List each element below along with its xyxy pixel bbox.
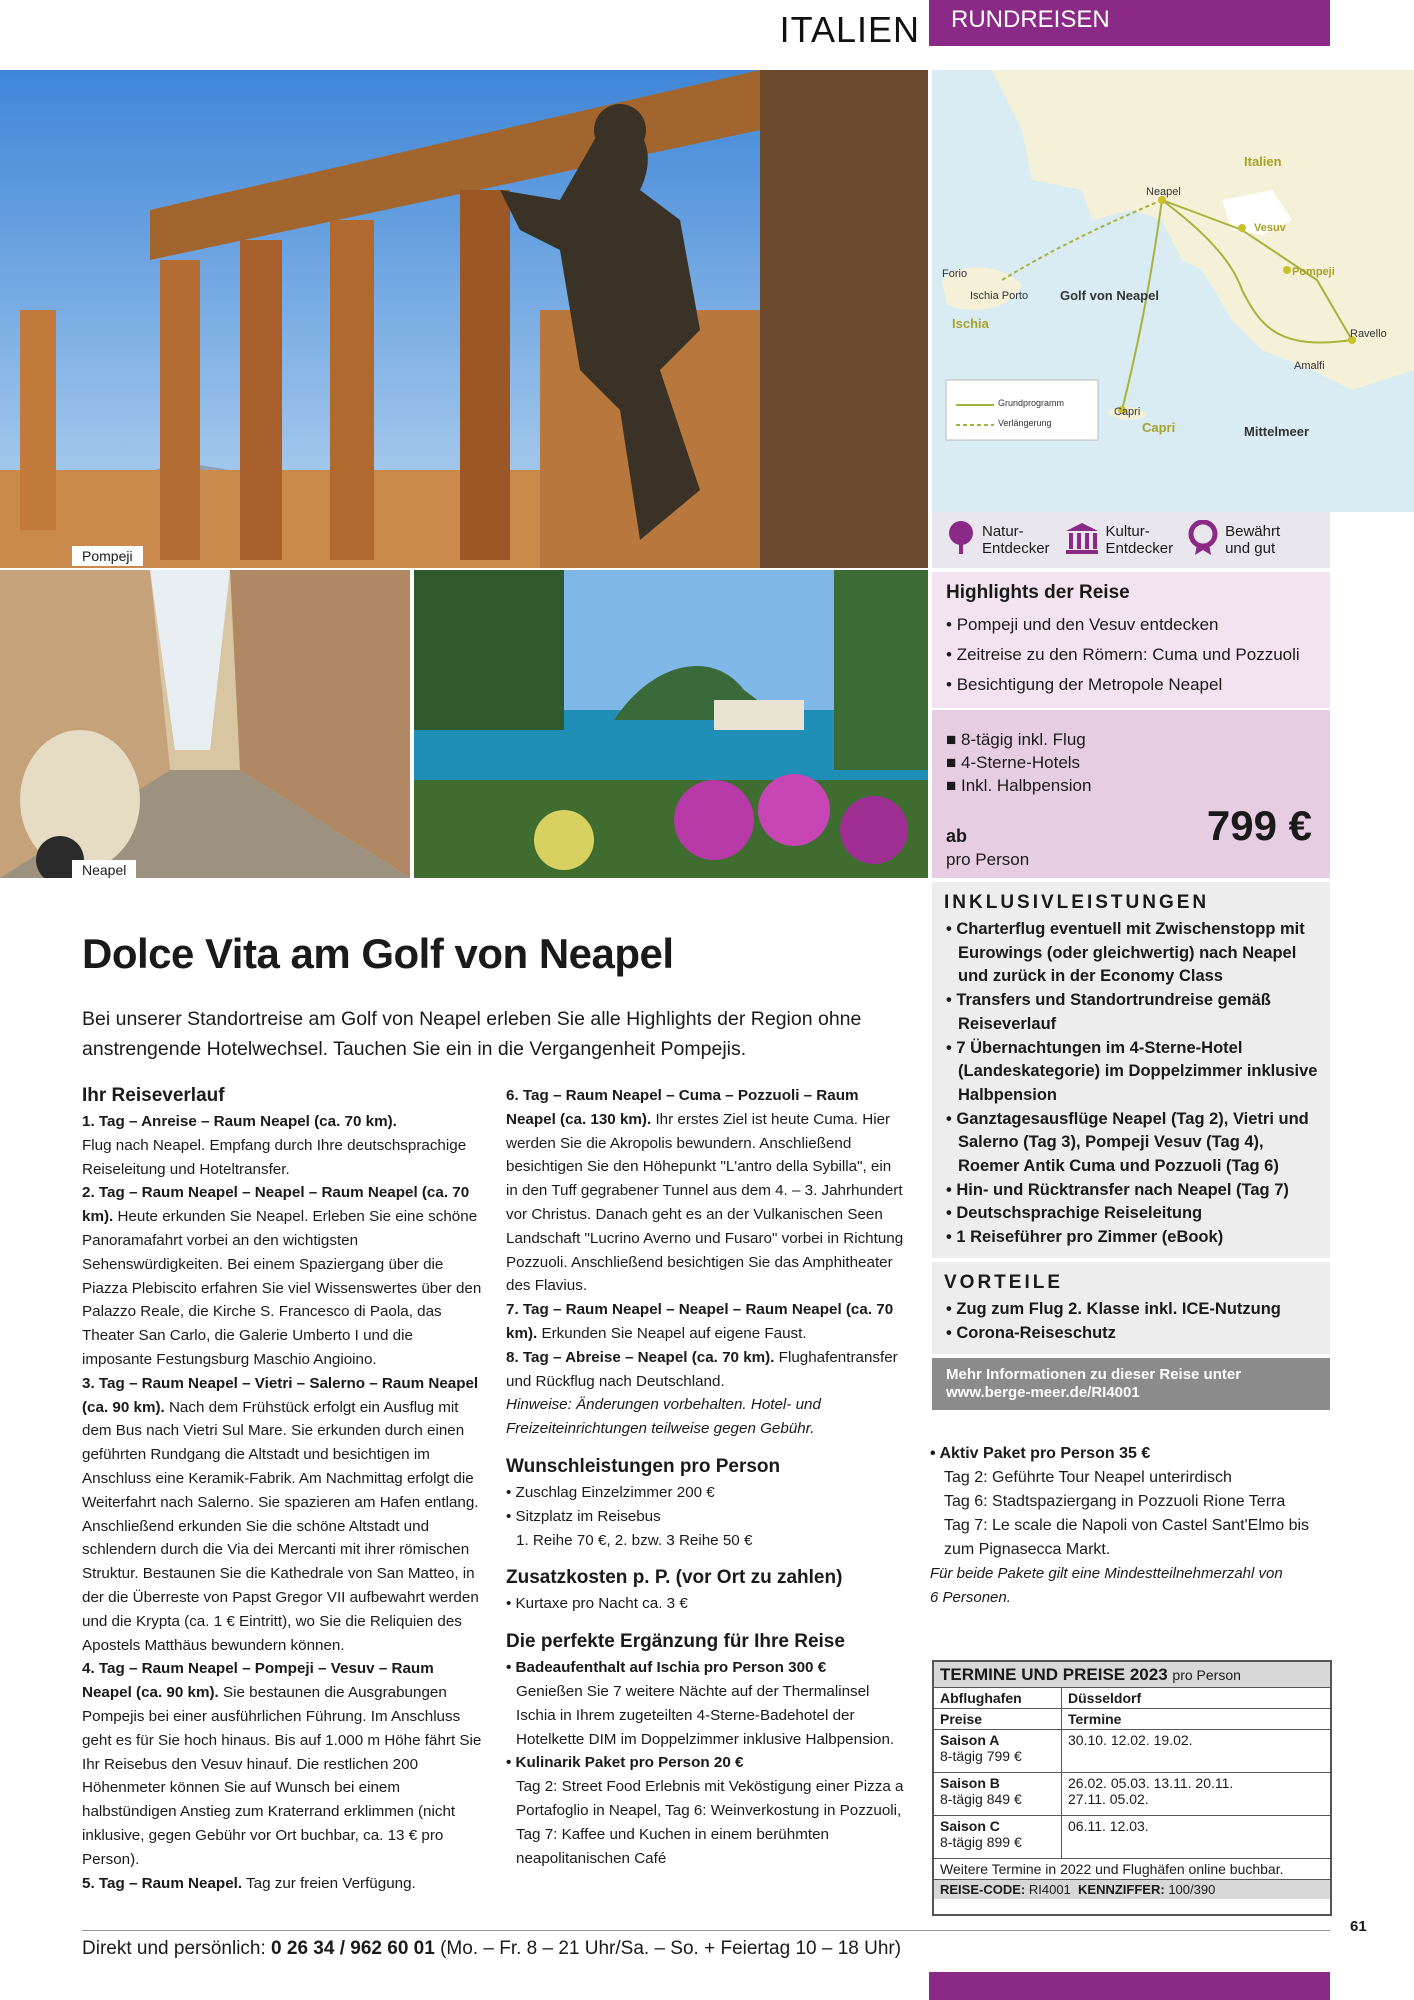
code-value: RI4001 (1028, 1882, 1071, 1897)
pompeji-photo (0, 70, 928, 568)
paket-heading: Kulinarik Paket pro Person 20 € (515, 1754, 744, 1772)
highlights-box (932, 572, 1330, 708)
season-name: Saison B (940, 1775, 1000, 1791)
temple-icon (1064, 521, 1100, 559)
wunsch-text: Sitzplatz im Reisebus (515, 1507, 661, 1525)
wunsch-text: Zuschlag Einzelzimmer 200 € (515, 1483, 715, 1501)
paket-heading: Badeaufenthalt auf Ischia pro Person 300 € (515, 1659, 827, 1677)
highlight-item: • Besichtigung der Metropole Neapel (946, 675, 1223, 694)
season-dates: 26.02. 05.03. 13.11. 20.11. (1068, 1775, 1234, 1791)
zusatz-text: Kurtaxe pro Nacht ca. 3 € (515, 1595, 688, 1613)
kz-label: KENNZIFFER: (1078, 1882, 1165, 1897)
bottom-bar (929, 1972, 1330, 2000)
footer-divider (82, 1930, 1330, 1931)
day-text: Flughafentransfer und Rückflug nach Deutschland. (506, 1348, 898, 1390)
inklusiv-text: 7 Übernachtungen im 4-Sterne-Hotel (Landeskategorie) im Doppelzimmer inklusive Halbpension (956, 1038, 1318, 1104)
feature-text: Inkl. Halbpension (961, 776, 1092, 795)
neapel-photo (0, 570, 410, 878)
table-row (934, 1859, 1330, 1880)
category-bar: RUNDREISEN (929, 0, 1330, 46)
day-text: Heute erkunden Sie Neapel. Erleben Sie eine schöne Panoramafahrt vorbei an den wichtigsten Sehenswürdigkeiten. Bei einem Spaziergang über die Piazza Plebiscito erfahren Sie viel Wissenswertes über den Palazzo Reale, die Kirche S. Francesco di Paola, das Theater San Carlo, die Galerie Umberto I und die imposante Festungsburg Maschio Angioino. (82, 1208, 482, 1368)
day-text: Sie bestaunen die Ausgrabungen Pompejis bei einer ausführlichen Führung. Im Anschluss geht es für Sie hoch hinaus. Bis auf 1.000 m Höhe fährt Sie Ihr Reisebus den Vesuv hinauf. Die restlichen 200 Höhenmeter können Sie auf Wunsch bei einem halbstündigen Anstieg zum Kraterrand erklimmen (nicht inklusive, gegen Gebühr vor Ort buchbar, ca. 13 € pro Person). (82, 1684, 482, 1868)
day-text: Flug nach Neapel. Empfang durch Ihre deutschsprachige Reiseleitung und Hoteltransfer. (82, 1136, 467, 1178)
map-label-vesuv: Vesuv (1254, 222, 1286, 234)
more-info-text: Mehr Informationen zu dieser Reise unter (946, 1366, 1242, 1383)
season-dates: 30.10. 12.02. 19.02. (1068, 1732, 1193, 1748)
highlights-title: Highlights der Reise (946, 582, 1130, 603)
table-row (934, 1816, 1330, 1859)
day-text: Ihr erstes Ziel ist heute Cuma. Hier werden Sie die Akropolis bewundern. Anschließend besichtigen Sie den Höhepunkt "L'antro della Sybilla", ein in den Tuff gegrabener Tunnel aus dem 4. – 3. Jahrhundert vor Christus. Danach geht es an der Vulkanischen Seen Landschaft "Lucrino Averno und Fusaro" vorbei in Richtung Pozzuoli. Anschließend besichtigen Sie das Amphitheater des Flavius. (506, 1110, 904, 1295)
price-amount: 799 € (1206, 802, 1312, 849)
day-heading: 1. Tag – Anreise – Raum Neapel (ca. 70 km). (82, 1113, 397, 1130)
vorteile-title: VORTEILE (944, 1272, 1064, 1293)
price-per-person: pro Person (946, 850, 1030, 869)
map-label-ravello: Ravello (1350, 328, 1387, 340)
inklusiv-text: Ganztagesausflüge Neapel (Tag 2), Vietri und Salerno (Tag 3), Pompeji Vesuv (Tag 4), Roemer Antik Cuma und Pozzuoli (Tag 6) (956, 1109, 1309, 1176)
footer-prefix: Direkt und persönlich: (82, 1938, 266, 1959)
inklusiv-item: • Ganztagesausflüge Neapel (Tag 2), Vietri und Salerno (Tag 3), Pompeji Vesuv (Tag 4), Roemer Antik Cuma und Pozzuoli (Tag 6) (946, 1109, 1309, 1176)
season-name: Saison A (940, 1732, 1000, 1748)
itinerary-title: Ihr Reiseverlauf (82, 1085, 225, 1106)
wunsch-item: • Sitzplatz im Reisebus (506, 1507, 661, 1525)
ergaenzung-title: Die perfekte Ergänzung für Ihre Reise (506, 1631, 845, 1653)
aktiv-line: Tag 2: Geführte Tour Neapel unterirdisch (944, 1469, 1232, 1486)
day-text: Erkunden Sie Neapel auf eigene Faust. (541, 1324, 807, 1342)
feature-item: ■ Inkl. Halbpension (946, 776, 1092, 795)
map-label-capri-town: Capri (1114, 406, 1141, 418)
wunsch-title: Wunschleistungen pro Person (506, 1455, 781, 1477)
season-dates-2: 27.11. 05.02. (1068, 1791, 1149, 1807)
day-text: Tag zur freien Verfügung. (246, 1874, 416, 1892)
badge-natur-l1: Natur- (982, 523, 1024, 540)
inklusiv-box (932, 882, 1330, 1258)
footer-phone[interactable]: 0 26 34 / 962 60 01 (271, 1938, 435, 1959)
season-price: 8-tägig 799 € (940, 1748, 1022, 1764)
day-heading: 4. Tag – Raum Neapel – Pompeji – Vesuv – Raum Neapel (ca. 90 km). (82, 1660, 434, 1702)
inklusiv-text: Deutschsprachige Reiseleitung (956, 1204, 1203, 1223)
termine-table (932, 1660, 1332, 1916)
page-number: 61 (1350, 1918, 1367, 1935)
highlight-text: Pompeji und den Vesuv entdecken (956, 615, 1219, 634)
badge-row (932, 512, 1330, 568)
highlight-text: Zeitreise zu den Römern: Cuma und Pozzuoli (956, 645, 1300, 664)
vorteil-text: Zug zum Flug 2. Klasse inkl. ICE-Nutzung (956, 1300, 1281, 1318)
route-map (932, 70, 1414, 512)
highlight-item: • Pompeji und den Vesuv entdecken (946, 615, 1219, 634)
table-cell: Düsseldorf (1068, 1690, 1142, 1706)
map-label-forio: Forio (942, 268, 968, 280)
pompeji-caption: Pompeji (72, 546, 143, 566)
feature-item: ■ 4-Sterne-Hotels (946, 753, 1081, 772)
aktiv-line: zum Pignasecca Markt. (944, 1541, 1111, 1558)
day-heading: 3. Tag – Raum Neapel – Vietri – Salerno – Raum Neapel (ca. 90 km). (82, 1374, 479, 1416)
map-label-ischia-porto: Ischia Porto (970, 290, 1029, 302)
map-legend-grund: Grundprogramm (998, 398, 1065, 408)
season-price: 8-tägig 899 € (940, 1834, 1022, 1850)
code-label: REISE-CODE: (940, 1882, 1026, 1897)
vorteil-item: • Corona-Reiseschutz (946, 1323, 1116, 1342)
badge-natur (946, 520, 1050, 560)
highlight-item: • Zeitreise zu den Römern: Cuma und Pozzuoli (946, 645, 1300, 664)
inklusiv-item: • Transfers und Standortrundreise gemäß Reiseverlauf (946, 991, 1271, 1033)
footer-hours: (Mo. – Fr. 8 – 21 Uhr/Sa. – So. + Feiertag 10 – 18 Uhr) (440, 1938, 902, 1959)
table-row (934, 1709, 1330, 1730)
inklusiv-text: 1 Reiseführer pro Zimmer (eBook) (956, 1228, 1224, 1247)
day-heading: 5. Tag – Raum Neapel. (82, 1874, 243, 1892)
more-info-box (932, 1358, 1330, 1410)
vorteil-item: • Zug zum Flug 2. Klasse inkl. ICE-Nutzung (946, 1300, 1281, 1318)
map-legend-verl: Verlängerung (998, 418, 1052, 428)
inklusiv-item: • Deutschsprachige Reiseleitung (946, 1204, 1203, 1223)
day-heading: 6. Tag – Raum Neapel – Cuma – Pozzuoli – Raum Neapel (ca. 130 km). (506, 1087, 859, 1128)
kz-value: 100/390 (1168, 1882, 1216, 1897)
map-label-mittelmeer: Mittelmeer (1244, 424, 1310, 439)
inklusiv-title: INKLUSIVLEISTUNGEN (944, 892, 1210, 913)
table-cell: Abflughafen (934, 1688, 1062, 1708)
map-label-pompeji: Pompeji (1292, 266, 1335, 278)
hinweis-text: Hinweise: Änderungen vorbehalten. Hotel- und Freizeiteinrichtungen teilweise gegen Gebühr. (506, 1396, 821, 1438)
inklusiv-text: Charterflug eventuell mit Zwischenstopp mit Eurowings (oder gleichwertig) nach Neapel und zurück in der Economy Class (956, 920, 1305, 986)
inklusiv-item: • Charterflug eventuell mit Zwischenstopp mit Eurowings (oder gleichwertig) nach Neapel und zurück in der Economy Class (946, 920, 1305, 986)
badge-bewaehrt-l2: und gut (1225, 540, 1276, 557)
day-heading: 7. Tag – Raum Neapel – Neapel – Raum Neapel (ca. 70 km). (506, 1301, 894, 1342)
price-ab: ab (946, 826, 968, 846)
zusatz-title: Zusatzkosten p. P. (vor Ort zu zahlen) (506, 1567, 843, 1589)
feature-item: ■ 8-tägig inkl. Flug (946, 730, 1086, 749)
inklusiv-item: • Hin- und Rücktransfer nach Neapel (Tag 7) (946, 1180, 1289, 1199)
ischia-photo (414, 570, 928, 878)
badge-bewaehrt-l1: Bewährt (1225, 523, 1281, 540)
zusatz-item: • Kurtaxe pro Nacht ca. 3 € (506, 1595, 688, 1613)
map-label-italien: Italien (1244, 154, 1282, 169)
badge-kultur (1064, 521, 1174, 559)
season-dates: 06.11. 12.03. (1068, 1818, 1149, 1834)
badge-natur-l2: Entdecker (982, 540, 1050, 557)
table-cell: Preise (934, 1709, 1062, 1729)
more-info-link[interactable]: www.berge-meer.de/RI4001 (946, 1384, 1140, 1401)
aktiv-line: Tag 7: Le scale die Napoli von Castel Sant'Elmo bis (944, 1517, 1310, 1534)
aktiv-title: Aktiv Paket pro Person 35 € (939, 1445, 1151, 1462)
neapel-caption: Neapel (72, 860, 136, 880)
inklusiv-item: • 7 Übernachtungen im 4-Sterne-Hotel (Landeskategorie) im Doppelzimmer inklusive Halbpension (946, 1038, 1318, 1104)
table-title-suffix: pro Person (1172, 1667, 1241, 1683)
footer-contact (82, 1938, 901, 1960)
badge-kultur-l1: Kultur- (1105, 523, 1150, 540)
day-heading: 2. Tag – Raum Neapel – Neapel – Raum Neapel (ca. 70 km). (82, 1184, 470, 1226)
table-row (934, 1773, 1330, 1816)
award-icon (1187, 520, 1219, 560)
season-name: Saison C (940, 1818, 1000, 1834)
table-footer (934, 1880, 1330, 1899)
highlight-text: Besichtigung der Metropole Neapel (956, 675, 1223, 694)
price-box (932, 710, 1330, 878)
itinerary-column-1 (82, 1082, 482, 1895)
day-text: Nach dem Frühstück erfolgt ein Ausflug mit dem Bus nach Vietri Sul Mare. Sie erkunden durch einen geführten Rundgang die Altstadt und besichtigen im Anschluss eine Keramik-Fabrik. Am Nachmittag erfolgt die Weiterfahrt nach Salerno. Sie spazieren am Hafen entlang. Anschließend erkunden Sie die schöne Altstadt und schlendern durch die Via dei Mercanti mit ihrer römischen Struktur. Bestaunen Sie die Kathedrale von San Matteo, in der die Überreste von Papst Gregor VII aufbewahrt werden und die Krypta (ca. 1 € Eintritt), wo Sie die Reliquien des Apostels Matthäus bewundern können. (82, 1398, 479, 1654)
map-label-golf: Golf von Neapel (1060, 288, 1159, 303)
paket-text: Genießen Sie 7 weitere Nächte auf der Thermalinsel Ischia in Ihrem zugeteilten 4-Sterne-Badehotel der Hotelkette DIM im Doppelzimmer inklusive Halbpension. (516, 1682, 895, 1748)
day-heading: 8. Tag – Abreise – Neapel (ca. 70 km). (506, 1348, 775, 1366)
vorteil-text: Corona-Reiseschutz (956, 1323, 1116, 1342)
page-title: Dolce Vita am Golf von Neapel (82, 930, 674, 977)
wunsch-item: • Zuschlag Einzelzimmer 200 € (506, 1483, 715, 1501)
map-label-neapel: Neapel (1146, 186, 1181, 198)
tree-icon (946, 520, 976, 560)
aktiv-note: Für beide Pakete gilt eine Mindestteilnehmerzahl von (930, 1565, 1283, 1582)
map-label-amalfi: Amalfi (1294, 360, 1325, 372)
aktiv-line: Tag 6: Stadtspaziergang in Pozzuoli Rione Terra (944, 1493, 1286, 1510)
vorteile-box (932, 1262, 1330, 1354)
table-row (934, 1730, 1330, 1773)
inklusiv-text: Transfers und Standortrundreise gemäß Reiseverlauf (956, 991, 1271, 1033)
badge-kultur-l2: Entdecker (1105, 540, 1174, 557)
country-title: ITALIEN (779, 9, 920, 50)
inklusiv-text: Hin- und Rücktransfer nach Neapel (Tag 7) (956, 1180, 1289, 1199)
table-title: TERMINE UND PREISE 2023 (940, 1665, 1168, 1684)
intro-text: Bei unserer Standortreise am Golf von Neapel erleben Sie alle Highlights der Region ohne anstrengende Hotelwechsel. Tauchen Sie ein in die Vergangenheit Pompejis. (82, 1008, 862, 1060)
map-label-capri: Capri (1142, 420, 1176, 435)
table-cell: Termine (1068, 1711, 1122, 1727)
badge-bewaehrt (1187, 520, 1280, 560)
table-row (934, 1688, 1330, 1709)
wunsch-sub: 1. Reihe 70 €, 2. bzw. 3 Reihe 50 € (516, 1531, 753, 1549)
feature-text: 8-tägig inkl. Flug (961, 730, 1086, 749)
aktiv-paket: • Aktiv Paket pro Person 35 € Tag 2: Geführte Tour Neapel unterirdisch Tag 6: Stadtspaziergang in Pozzuoli Rione Terra Tag 7: Le scale die Napoli von Castel Sant'Elmo bis zum Pignasecca Markt. Für beide Pakete gilt eine Mindestteilnehmerzahl von 6 Personen. (930, 1442, 1330, 1610)
itinerary-column-2: 6. Tag – Raum Neapel – Cuma – Pozzuoli – Raum Neapel (ca. 130 km). Ihr erstes Ziel ist heute Cuma. Hier werden Sie die Akropolis bewundern. Anschließend besichtigen Sie den Höhepunkt "L'antro della Sybilla", ein in den Tuff gegrabener Tunnel aus dem 4. – 3. Jahrhundert vor Christus. Danach geht es an der Vulkanischen Seen Landschaft "Lucrino Averno und Fusaro" vorbei in Richtung Pozzuoli. Anschließend besichtigen Sie das Amphitheater des Flavius. 7. Tag – Raum Neapel – Neapel – Raum Neapel (ca. 70 km). Erkunden Sie Neapel auf eigene Faust. 8. Tag – Abreise – Neapel (ca. 70 km). Flughafentransfer und Rückflug nach Deutschland. Hinweise: Änderungen vorbehalten. Hotel- und Freizeiteinrichtungen teilweise gegen Gebühr. Wunschleistungen pro Person • Zuschlag Einzelzimmer 200 € • Sitzplatz im Reisebus 1. Reihe 70 €, 2. bzw. 3 Reihe 50 € Zusatzkosten p. P. (vor Ort zu zahlen) • Kurtaxe pro Nacht ca. 3 € Die perfekte Ergänzung für Ihre Reise • Badeaufenthalt auf Ischia pro Person 300 € Genießen Sie 7 weitere Nächte auf der Thermalinsel Ischia in Ihrem zugeteilten 4-Sterne-Badehotel der Hotelkette DIM im Doppelzimmer inklusive Halbpension. • Kulinarik Paket pro Person 20 € Tag 2: Street Food Erlebnis mit Veköstigung einer Pizza a Portafoglio in Neapel, Tag 6: Weinverkostung in Pozzuoli, Tag 7: Kaffee und Kuchen in einem berühmten neapolitanischen Café (506, 1084, 906, 1870)
season-price: 8-tägig 849 € (940, 1791, 1022, 1807)
aktiv-note-2: 6 Personen. (930, 1589, 1011, 1606)
inklusiv-item: • 1 Reiseführer pro Zimmer (eBook) (946, 1228, 1224, 1247)
table-more: Weitere Termine in 2022 und Flughäfen online buchbar. (940, 1861, 1284, 1877)
feature-text: 4-Sterne-Hotels (961, 753, 1081, 772)
map-label-ischia: Ischia (952, 316, 989, 331)
paket-text: Tag 2: Street Food Erlebnis mit Veköstigung einer Pizza a Portafoglio in Neapel, Tag 6: Weinverkostung in Pozzuoli, Tag 7: Kaffee und Kuchen in einem berühmten neapolitanischen Café (516, 1778, 904, 1867)
